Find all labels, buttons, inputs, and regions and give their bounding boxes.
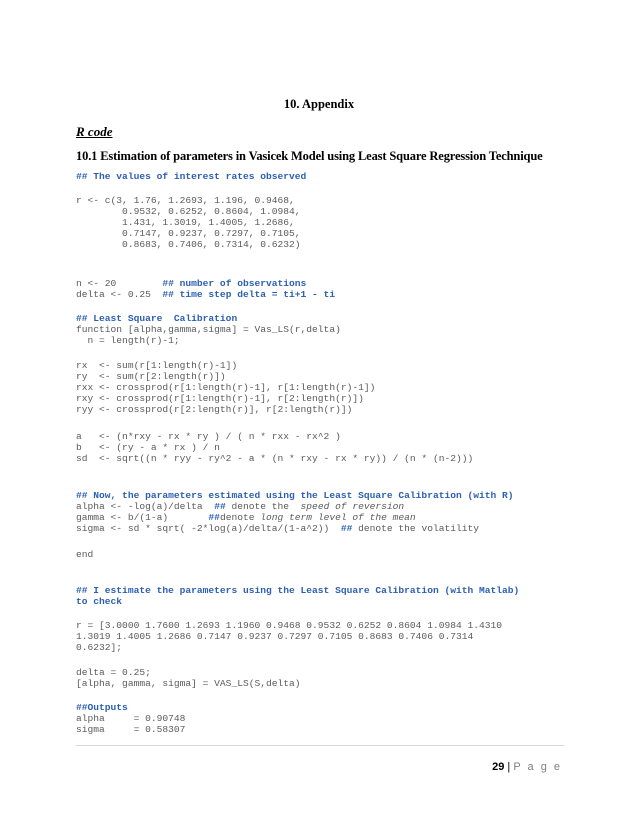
code-line: b <- (ry - a * rx ) / n (76, 442, 220, 453)
code-line: rxy <- crossprod(r[1:length(r)-1], r[2:length(r)]) (76, 393, 364, 404)
code-line: r = [3.0000 1.7600 1.2693 1.1960 0.9468 0.9532 0.6252 0.8604 1.0984 1.4310 (76, 620, 503, 631)
code-block-params (76, 278, 335, 300)
comment-sigma-plain: denote the volatility (352, 523, 480, 534)
comment-alpha-italic: speed of reversion (300, 501, 405, 512)
code-line-alpha: alpha <- -log(a)/delta (76, 501, 215, 512)
code-line-n: n <- 20 (76, 278, 163, 289)
code-line: 1.3019 1.4005 1.2686 0.7147 0.9237 0.7297 0.7105 0.8683 0.7406 0.7314 (76, 631, 474, 642)
footer-separator: | (507, 761, 511, 773)
code-block-matlab-comment (76, 585, 519, 607)
code-block-end (76, 549, 93, 560)
code-line: rxx <- crossprod(r[1:length(r)-1], r[1:length(r)-1]) (76, 382, 376, 393)
r-code-subtitle: R code (76, 124, 113, 139)
code-line: alpha = 0.90748 (76, 713, 186, 724)
footer-divider (76, 745, 564, 746)
code-line: 0.9532, 0.6252, 0.8604, 1.0984, (76, 206, 301, 217)
code-line-delta: delta <- 0.25 (76, 289, 163, 300)
comment-matlab: to check (76, 596, 123, 607)
code-line: [alpha, gamma, sigma] = VAS_LS(S,delta) (76, 678, 301, 689)
comment-gamma-plain: denote (219, 512, 261, 523)
comment-rates: ## The values of interest rates observed (76, 171, 307, 182)
code-block-matlab-r (76, 620, 502, 653)
comment-outputs: ##Outputs (76, 702, 128, 713)
page-number: 29 (492, 761, 505, 773)
code-line: ryy <- crossprod(r[2:length(r)], r[2:length(r)]) (76, 404, 353, 415)
code-line-gamma: gamma <- b/(1-a) (76, 512, 209, 523)
appendix-title: 10. Appendix (283, 97, 355, 111)
code-line-sigma: sigma <- sd * sqrt( -2*log(a)/delta/(1-a^2)) (76, 523, 341, 534)
comment-ls: ## Least Square Calibration (76, 313, 238, 324)
code-line: 0.7147, 0.9237, 0.7297, 0.7105, (76, 228, 301, 239)
code-line: 0.6232]; (76, 642, 123, 653)
code-block-rates-comment (76, 171, 306, 182)
section-heading: 10.1 Estimation of parameters in Vasicek Model using Least Square Regression Technique (76, 149, 543, 163)
code-line: n = length(r)-1; (76, 335, 180, 346)
code-block-function (76, 313, 341, 346)
code-block-parameters (76, 490, 514, 534)
code-line: ry <- sum(r[2:length(r)]) (76, 371, 226, 382)
code-line: rx <- sum(r[1:length(r)-1]) (76, 360, 238, 371)
comment-delta: ## time step delta = ti+1 - ti (162, 289, 336, 300)
code-line: r <- c(3, 1.76, 1.2693, 1.196, 0.9468, (76, 195, 295, 206)
code-line-end: end (76, 549, 94, 560)
code-block-estimates (76, 431, 473, 464)
code-line: function [alpha,gamma,sigma] = Vas_LS(r,delta) (76, 324, 341, 335)
code-block-sums (76, 360, 375, 415)
page-footer (492, 761, 562, 773)
code-line: sd <- sqrt((n * ryy - ry^2 - a * (n * rxy - rx * ry)) / (n * (n-2))) (76, 453, 474, 464)
comment-hash: ## (214, 501, 226, 512)
code-block-outputs (76, 702, 185, 735)
page-word: P a g e (513, 761, 562, 773)
code-line: 0.8683, 0.7406, 0.7314, 0.6232) (76, 239, 301, 250)
code-line: a <- (n*rxy - rx * ry ) / ( n * rxx - rx^2 ) (76, 431, 341, 442)
code-block-rates (76, 195, 301, 250)
code-line: 1.431, 1.3019, 1.4005, 1.2686, (76, 217, 295, 228)
code-line: delta = 0.25; (76, 667, 151, 678)
comment-now: ## Now, the parameters estimated using the Least Square Calibration (with R) (76, 490, 514, 501)
code-block-matlab-call (76, 667, 301, 689)
code-line: sigma = 0.58307 (76, 724, 186, 735)
comment-n: ## number of observations (162, 278, 307, 289)
comment-matlab: ## I estimate the parameters using the Least Square Calibration (with Matlab) (76, 585, 520, 596)
comment-alpha-plain: denote the (225, 501, 301, 512)
comment-hash: ## (340, 523, 353, 534)
comment-hash: ## (208, 512, 220, 523)
comment-gamma-italic: long term level of the mean (260, 512, 416, 523)
